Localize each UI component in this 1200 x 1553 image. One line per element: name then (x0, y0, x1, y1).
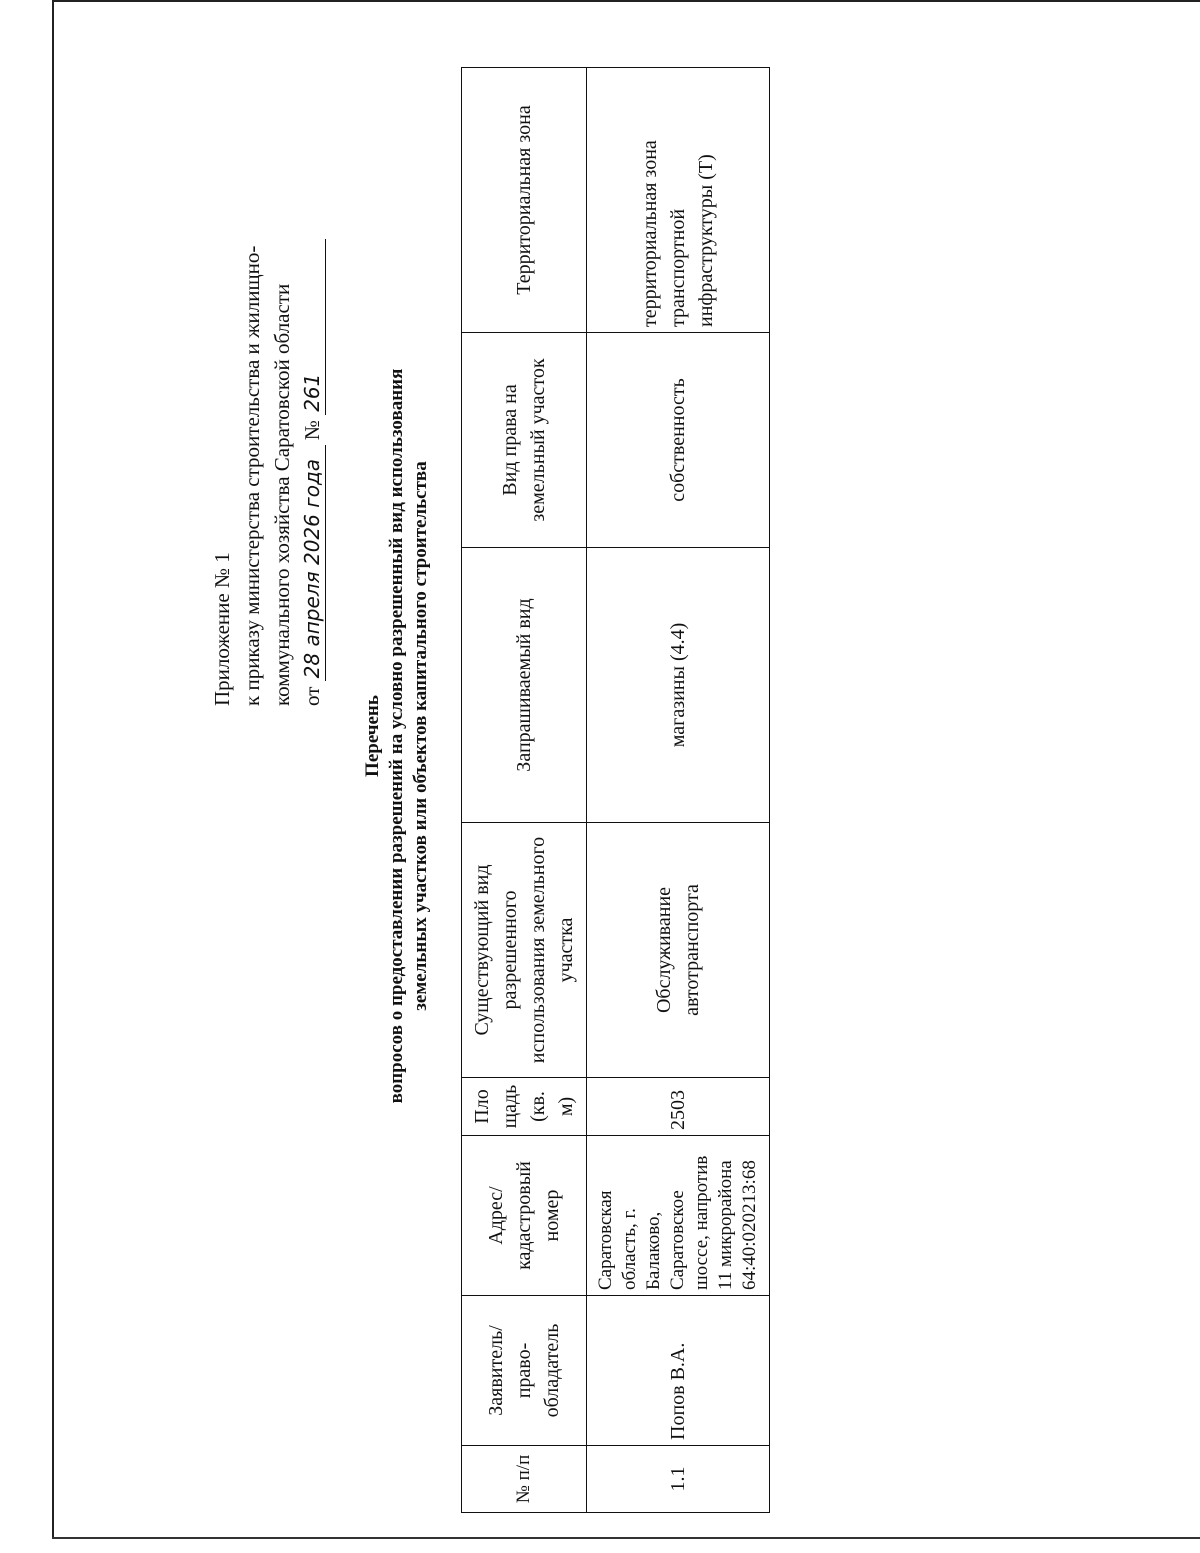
header-existing-use: Существующий вид разрешенного использования земельного участка (462, 823, 587, 1078)
cell-right-type: собственность (587, 333, 770, 548)
header-address: Адрес/ кадастровый номер (462, 1136, 587, 1296)
number-value-handwritten: 261 (299, 239, 326, 415)
document-subtitle-line-2: земельных участков или объектов капитального строительства (410, 461, 431, 1011)
annex-block (207, 66, 327, 706)
annex-line-1: к приказу министерства строительства и жилищно- (240, 245, 264, 706)
cell-applicant: Попов В.А. (587, 1296, 770, 1446)
cell-area: 2503 (587, 1078, 770, 1136)
cell-number: 1.1 (587, 1446, 770, 1513)
cell-existing-use: Обслуживание автотранспорта (587, 823, 770, 1078)
scan-border-top (52, 0, 1200, 2)
header-area: Пло щадь (кв. м) (462, 1078, 587, 1136)
date-prefix: от (300, 686, 324, 706)
cell-address: Саратовская область, г. Балаково, Саратовское шоссе, напротив 11 микрорайона 64:40:020213:68 (587, 1136, 770, 1296)
annex-line-2: коммунального хозяйства Саратовской области (270, 283, 294, 706)
document-title-block (361, 236, 433, 1236)
rotated-document-page (54, 46, 1154, 1536)
header-number: № п/п (462, 1446, 587, 1513)
scan-border-bottom (52, 1537, 1200, 1539)
document-subtitle-line-1: вопросов о предоставлении разрешений на условно разрешенный вид использования (386, 368, 407, 1104)
header-zone: Территориальная зона (462, 68, 587, 333)
header-right-type: Вид права на земельный участок (462, 333, 587, 548)
cell-requested-use: магазины (4.4) (587, 548, 770, 823)
annex-title: Приложение № 1 (210, 552, 234, 706)
cell-zone: территориальная зона транспортной инфраструктуры (Т) (587, 68, 770, 333)
annex-date-line (297, 66, 327, 706)
permits-table (461, 67, 770, 1513)
table-header-row (462, 68, 587, 1513)
header-requested-use: Запрашиваемый вид (462, 548, 587, 823)
table-row (587, 68, 770, 1513)
document-heading: Перечень (362, 695, 383, 777)
date-value-handwritten: 28 апреля 2026 года (299, 445, 326, 681)
number-prefix: № (300, 420, 324, 441)
header-applicant: Заявитель/ право-обладатель (462, 1296, 587, 1446)
